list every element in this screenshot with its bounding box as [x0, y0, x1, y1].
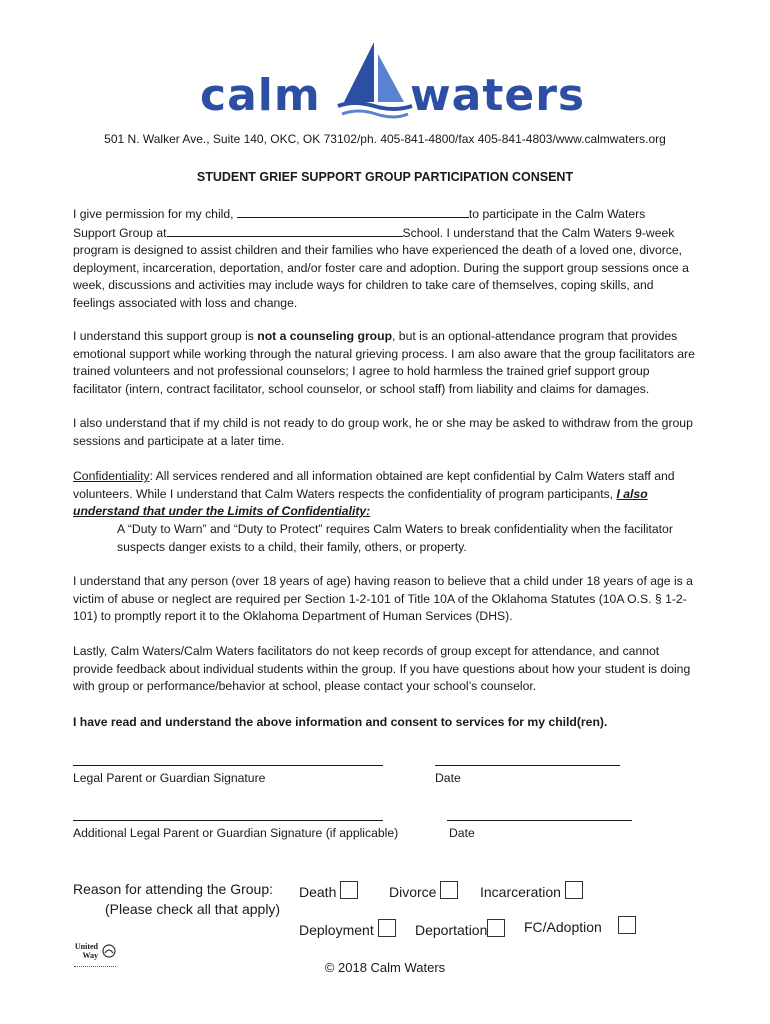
divorce-checkbox[interactable] — [440, 881, 458, 899]
option-incarceration-label: Incarceration — [480, 884, 561, 900]
consent-statement: I have read and understand the above information and consent to services for my child(ren). — [73, 715, 608, 729]
option-death[interactable] — [299, 881, 358, 900]
paragraph-abuse-reporting: I understand that any person (over 18 years of age) having reason to believe that a child under 18 years of age is a victim of abuse or neglect are required per Section 1-2-101 of Title 10A of the Oklahoma Statutes (10A O.S. § 1-2-101) to promptly report it to the Oklahoma Department of Human Services (DHS). — [73, 574, 693, 624]
limits-of-confidentiality: I also understand that under the Limits of Confidentiality: — [73, 486, 648, 519]
paragraph-permission — [73, 205, 697, 313]
united-way-text-2: Way — [82, 951, 98, 960]
logo-word-calm: calm — [200, 70, 321, 121]
child-name-field[interactable] — [237, 205, 469, 218]
paragraph-records: Lastly, Calm Waters/Calm Waters facilitators do not keep records of group except for attendance, and cannot provide feedback about individual students within the group. If you have questions about how your student is doing with group or performance/behavior at school, please contact your school’s counselor. — [73, 644, 691, 694]
option-incarceration[interactable] — [480, 881, 583, 900]
date-label-1: Date — [435, 771, 461, 785]
address-line: 501 N. Walker Ave., Suite 140, OKC, OK 73102/ph. 405-841-4800/fax 405-841-4803/www.calmwaters.org — [104, 132, 666, 146]
copyright: © 2018 Calm Waters — [324, 960, 446, 975]
united-way-text-1: United — [74, 942, 98, 951]
deployment-checkbox[interactable] — [378, 919, 396, 937]
counseling-text-a: I understand this support group is — [73, 329, 258, 343]
deportation-checkbox[interactable] — [487, 919, 505, 937]
counseling-text-b: , but is an optional-attendance program that provides emotional support while working through the natural grieving process. I am also aware that the group facilitators are trained volunteers and not professional counselors; I agree to hold harmless the trained grief support group facilitator (intern, contract facilitator, school counselor, or school staff) from liability and claims for damages. — [73, 329, 695, 396]
united-way-emblem-icon — [102, 944, 116, 958]
death-checkbox[interactable] — [340, 881, 358, 899]
reason-sublabel: (Please check all that apply) — [105, 901, 281, 917]
page-title: STUDENT GRIEF SUPPORT GROUP PARTICIPATION CONSENT — [196, 170, 574, 184]
permission-text-d: School. I understand that the Calm Waters 9-week program is designed to assist children and their families who have experienced the death of a loved one, divorce, deployment, incarceration, deportation, and/or foster care and adoption. During the support group sessions once a week, discussions and activities may include ways for children to take care of themselves, coping skills, and feelings associated with loss and change. — [73, 225, 689, 310]
option-deportation-label: Deportation — [415, 922, 488, 938]
permission-text-a: I give permission for my child, — [73, 207, 237, 221]
date-line-1[interactable] — [435, 765, 620, 766]
option-divorce[interactable] — [389, 881, 458, 900]
signature-label-1: Legal Parent or Guardian Signature — [73, 771, 266, 785]
permission-text-b: to participate in the Calm Waters — [468, 207, 646, 221]
duty-to-warn-text: A “Duty to Warn” and “Duty to Protect” requires Calm Waters to break confidentiality when the facilitator suspects danger exists to a child, their family, others, or property. — [117, 522, 673, 554]
option-death-label: Death — [299, 884, 337, 900]
option-divorce-label: Divorce — [389, 884, 437, 900]
fc-adoption-checkbox[interactable] — [618, 916, 636, 934]
calm-waters-logo — [200, 40, 586, 126]
option-fc-adoption[interactable] — [524, 919, 602, 935]
option-deployment[interactable] — [299, 919, 396, 938]
school-name-field[interactable] — [167, 224, 403, 237]
option-fc-adoption-label: FC/Adoption — [524, 919, 602, 935]
option-deportation[interactable] — [415, 919, 505, 938]
counseling-text-bold: not a counseling group — [257, 329, 393, 343]
sailboat-icon — [334, 40, 414, 126]
paragraph-withdraw: I also understand that if my child is not ready to do group work, he or she may be asked to withdraw from the group sessions and participate at a later time. — [73, 416, 693, 448]
signature-line-1[interactable] — [73, 765, 383, 766]
paragraph-confidentiality — [73, 468, 697, 521]
reason-label: Reason for attending the Group: — [73, 881, 274, 897]
confidentiality-label: Confidentiality — [73, 469, 150, 483]
date-line-2[interactable] — [447, 820, 632, 821]
option-deployment-label: Deployment — [299, 922, 374, 938]
date-label-2: Date — [449, 826, 475, 840]
incarceration-checkbox[interactable] — [565, 881, 583, 899]
confidentiality-text: : All services rendered and all information obtained are kept confidential by Calm Waters staff and volunteers. While I understand that Calm Waters respects the confidentiality of program participants, — [73, 469, 675, 501]
permission-text-c: Support Group at — [73, 225, 167, 240]
paragraph-not-counseling — [73, 328, 697, 398]
logo-word-waters: waters — [410, 70, 586, 121]
signature-line-2[interactable] — [73, 820, 383, 821]
signature-label-2: Additional Legal Parent or Guardian Signature (if applicable) — [73, 826, 399, 840]
